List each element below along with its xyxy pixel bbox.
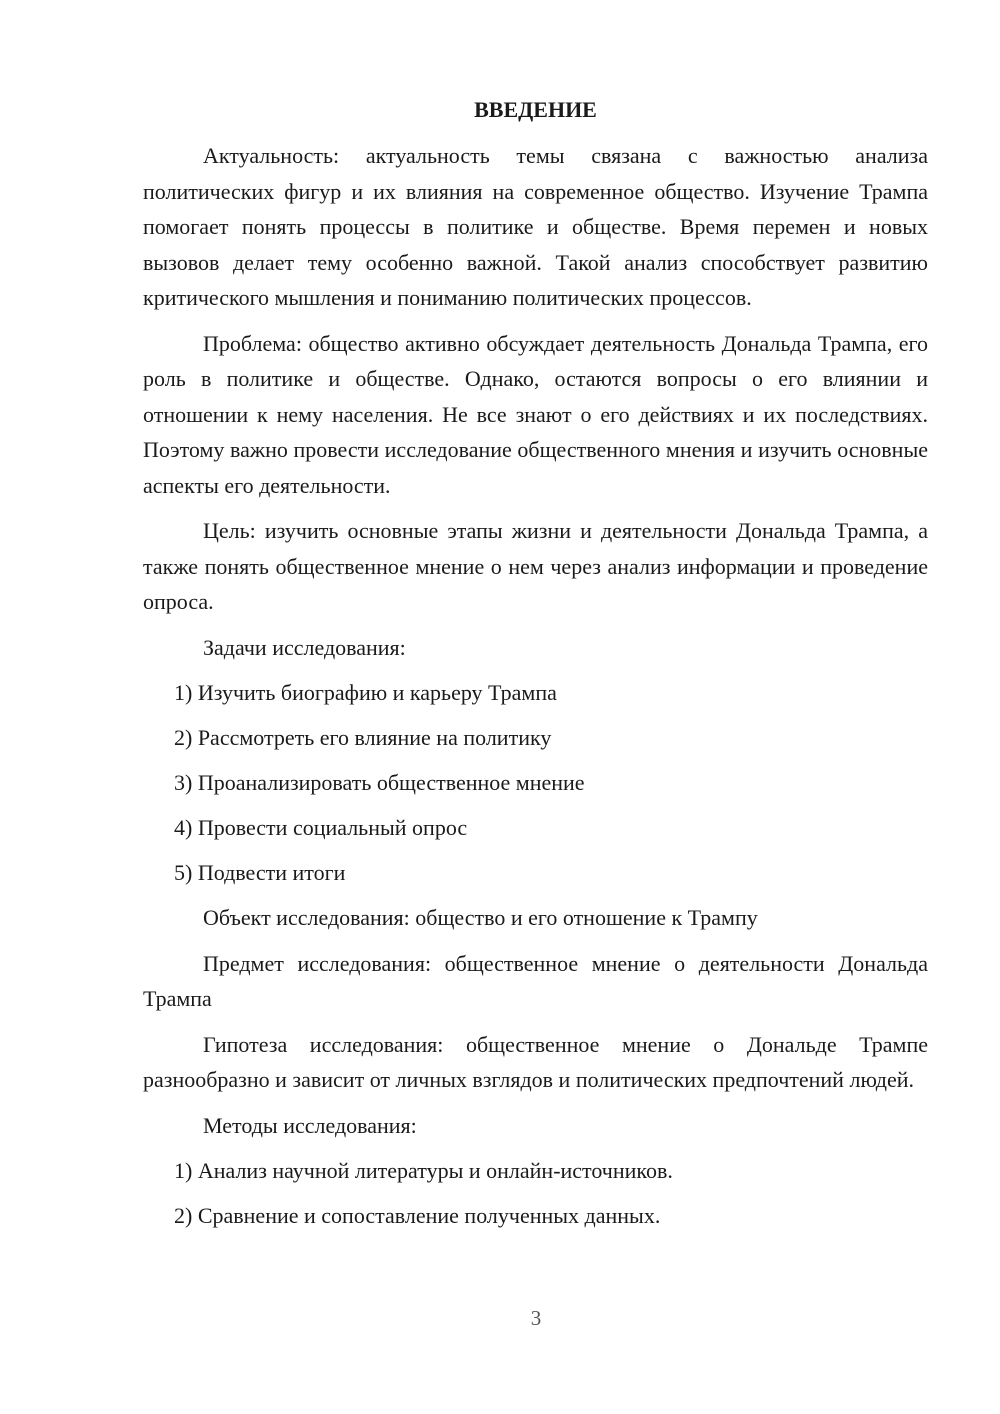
paragraph-goal: Цель: изучить основные этапы жизни и деятельности Дональда Трампа, а также понять общественное мнение о нем через анализ информации и проведение опроса. <box>143 518 928 614</box>
list-item-task: 3) Проанализировать общественное мнение <box>174 770 585 795</box>
list-item-task: 4) Провести социальный опрос <box>174 815 468 840</box>
list-item-task: 5) Подвести итоги <box>174 860 346 885</box>
page-number: 3 <box>530 1306 542 1330</box>
tasks-label: Задачи исследования: <box>203 634 406 660</box>
list-item-task: 1) Изучить биографию и карьеру Трампа <box>174 680 557 705</box>
list-item-method: 2) Сравнение и сопоставление полученных данных. <box>174 1203 661 1228</box>
research-hypothesis: Гипотеза исследования: общественное мнение о Дональде Трампе разнообразно и зависит от личных взглядов и политических предпочтений людей. <box>143 1031 928 1092</box>
document-page <box>143 94 928 1243</box>
paragraph-relevance: Актуальность: актуальность темы связана с важностью анализа политических фигур и их влияния на современное общество. Изучение Трампа помогает понять процессы в политике и обществе. Время перемен и новых вызовов делает тему особенно важной. Такой анализ способствует развитию критического мышления и пониманию политических процессов. <box>143 143 928 310</box>
research-subject: Предмет исследования: общественное мнение о деятельности Дональда Трампа <box>143 950 928 1011</box>
research-object: Объект исследования: общество и его отношение к Трампу <box>203 905 758 930</box>
methods-label: Методы исследования: <box>203 1112 417 1138</box>
paragraph-problem: Проблема: общество активно обсуждает деятельность Дональда Трампа, его роль в политике и обществе. Однако, остаются вопросы о его влиянии и отношении к нему населения. Не все знают о его действиях и их последствиях. Поэтому важно провести исследование общественного мнения и изучить основные аспекты его деятельности. <box>143 330 928 498</box>
list-item-method: 1) Анализ научной литературы и онлайн-источников. <box>174 1158 673 1183</box>
list-item-task: 2) Рассмотреть его влияние на политику <box>174 725 552 750</box>
section-heading: ВВЕДЕНИЕ <box>474 97 597 122</box>
